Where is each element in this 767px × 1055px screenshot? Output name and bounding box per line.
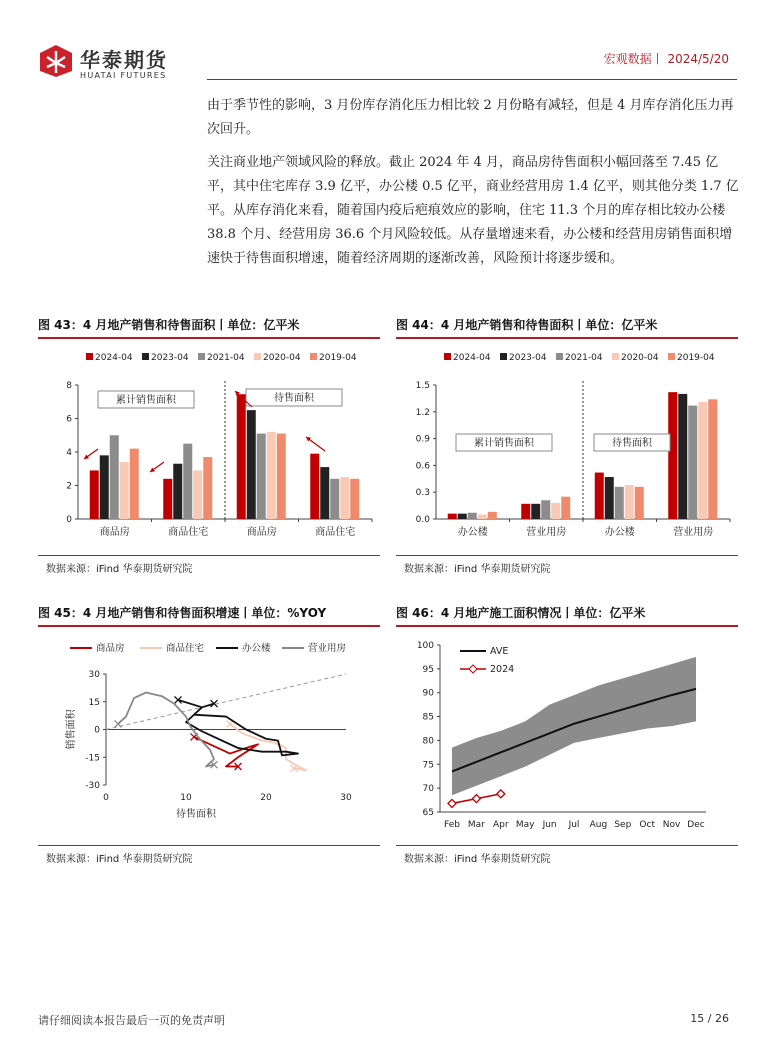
fig46-point-2024: [448, 799, 456, 807]
fig45-y-axis-label: 销售面积: [66, 709, 77, 750]
fig44-legend-swatch: [444, 353, 451, 360]
fig43-y-tick-label: 2: [66, 481, 72, 492]
header-rule: [207, 79, 737, 80]
fig45-reference-line: [106, 674, 346, 730]
fig46-top-rule: [396, 625, 738, 627]
fig45-y-tick-label: -15: [85, 753, 100, 764]
fig46-y-tick-label: 65: [422, 808, 434, 818]
fig45-y-tick-label: -30: [85, 781, 100, 791]
fig43-bar-2021-04: [330, 479, 339, 519]
fig44-bar-2024-04: [595, 473, 604, 519]
fig44-y-tick-label: 0.3: [415, 488, 430, 499]
fig43-trend-arrowhead: [84, 454, 89, 459]
fig45-x-tick-label: 20: [260, 793, 272, 803]
fig44-legend-label: 2020-04: [621, 353, 659, 363]
fig43-bar-2023-04: [173, 464, 182, 519]
fig44-legend-label: 2023-04: [509, 353, 547, 363]
fig44-bar-2020-04: [551, 503, 560, 519]
fig43-legend-label: 2023-04: [151, 353, 189, 363]
fig43-title: 图 43：4 月地产销售和待售面积丨单位：亿平米: [38, 318, 300, 332]
huatai-logo-icon: [38, 43, 74, 79]
fig45-chart: [38, 629, 380, 843]
paragraph-1: 由于季节性的影响，3 月份库存消化压力相比较 2 月份略有减轻，但是 4 月库存消化压力再次回升。: [207, 98, 734, 137]
fig44-bar-2020-04: [478, 515, 487, 519]
footer-page-number: 15 / 26: [690, 1012, 729, 1025]
fig44-bar-2021-04: [541, 500, 550, 519]
fig44-group-label: 累计销售面积: [474, 438, 534, 449]
fig43-legend-swatch: [310, 353, 317, 360]
fig46-x-tick-label: Oct: [639, 820, 655, 830]
fig45-legend-label: 商品住宅: [166, 643, 205, 654]
fig44-chart: [396, 341, 738, 553]
fig44-bar-2020-04: [698, 402, 707, 519]
fig44-bar-2023-04: [458, 514, 467, 519]
fig43-bar-2021-04: [183, 444, 192, 519]
fig43-y-tick-label: 8: [66, 381, 72, 391]
fig46-x-tick-label: Apr: [493, 820, 509, 830]
fig46-legend-label: AVE: [490, 646, 509, 657]
fig44-y-tick-label: 0.0: [415, 515, 430, 525]
fig43-y-tick-label: 4: [66, 448, 72, 458]
fig46-chart: [396, 629, 738, 843]
fig45-title: 图 45：4 月地产销售和待售面积增速丨单位：%YOY: [38, 606, 327, 620]
fig46-source: 数据来源：iFind 华泰期货研究院: [404, 854, 551, 865]
fig43-bar-2024-04: [237, 394, 246, 519]
fig44-y-tick-label: 0.6: [415, 461, 430, 472]
fig46-legend-label: 2024: [490, 664, 515, 675]
fig44-legend-label: 2019-04: [677, 353, 715, 363]
fig46-y-tick-label: 100: [416, 641, 434, 651]
fig45-bottom-rule: [38, 845, 380, 846]
fig44-bar-2024-04: [448, 514, 457, 519]
fig46-point-2024: [497, 790, 505, 798]
fig44-bar-2019-04: [635, 487, 644, 519]
header-meta: [604, 50, 729, 67]
fig43-bar-2024-04: [310, 454, 319, 519]
fig46-x-tick-label: Sep: [614, 820, 632, 830]
fig44-title: 图 44：4 月地产销售和待售面积丨单位：亿平米: [396, 318, 658, 332]
fig44-bar-2021-04: [688, 406, 697, 519]
fig43-bar-2021-04: [110, 435, 119, 519]
fig44-bar-2023-04: [605, 477, 614, 519]
fig44-group-label: 待售面积: [612, 438, 652, 449]
fig46-x-tick-label: Jun: [542, 820, 557, 830]
fig44-bar-2019-04: [488, 512, 497, 519]
fig43-source: 数据来源：iFind 华泰期货研究院: [46, 564, 193, 575]
fig44-x-tick-label: 办公楼: [457, 527, 488, 538]
fig44-x-tick-label: 营业用房: [673, 527, 714, 538]
fig44-legend-swatch: [612, 353, 619, 360]
fig46-y-tick-label: 80: [422, 736, 434, 747]
fig43-y-tick-label: 0: [66, 515, 72, 525]
fig44-source: 数据来源：iFind 华泰期货研究院: [404, 564, 551, 575]
fig43-bar-2020-04: [193, 470, 202, 519]
fig46-x-tick-label: Aug: [589, 820, 608, 830]
fig44-x-tick-label: 办公楼: [604, 527, 635, 538]
footer-disclaimer: 请仔细阅读本报告最后一页的免责声明: [38, 1014, 225, 1027]
fig44-legend-swatch: [668, 353, 675, 360]
fig45-y-tick-label: 0: [94, 725, 100, 736]
fig44-bar-2021-04: [615, 487, 624, 519]
fig43-bottom-rule: [38, 555, 380, 556]
fig46-y-tick-label: 90: [422, 688, 434, 699]
fig43-legend-swatch: [254, 353, 261, 360]
fig44-bar-2024-04: [521, 504, 530, 519]
fig44-bar-2019-04: [561, 497, 570, 519]
fig43-bar-2019-04: [130, 449, 139, 519]
fig45-legend-label: 营业用房: [308, 643, 347, 654]
fig43-bar-2019-04: [277, 434, 286, 519]
fig46-legend-marker: [469, 665, 477, 673]
fig44-bar-2023-04: [531, 504, 540, 519]
fig43-legend-label: 2019-04: [319, 353, 357, 363]
fig46-x-tick-label: Jul: [568, 820, 580, 830]
fig43-bar-2023-04: [247, 410, 256, 519]
fig43-group-label: 待售面积: [274, 393, 314, 404]
fig43-bar-2020-04: [120, 462, 129, 519]
fig43-group-label: 累计销售面积: [116, 395, 176, 406]
fig44-legend-label: 2021-04: [565, 353, 603, 363]
fig46-point-2024: [472, 795, 480, 803]
fig46-y-tick-label: 75: [422, 760, 434, 771]
fig45-legend-label: 办公楼: [242, 643, 271, 654]
fig46-y-tick-label: 85: [422, 712, 434, 723]
fig44-legend-label: 2024-04: [453, 353, 491, 363]
fig43-bar-2021-04: [257, 434, 266, 519]
fig43-bar-2024-04: [90, 470, 99, 519]
fig46-x-tick-label: Mar: [467, 820, 485, 830]
fig43-bar-2023-04: [320, 467, 329, 519]
fig46-x-tick-label: Dec: [687, 820, 705, 830]
fig45-top-rule: [38, 625, 380, 627]
fig44-x-tick-label: 营业用房: [526, 527, 567, 538]
fig43-x-tick-label: 商品住宅: [315, 527, 356, 538]
fig43-legend-swatch: [142, 353, 149, 360]
fig44-legend-swatch: [500, 353, 507, 360]
fig44-bar-2019-04: [708, 399, 717, 519]
fig44-top-rule: [396, 337, 738, 339]
fig46-range-band: [452, 657, 696, 795]
fig44-bar-2020-04: [625, 485, 634, 519]
fig44-bar-2021-04: [468, 513, 477, 519]
fig43-legend-swatch: [198, 353, 205, 360]
fig43-bar-2019-04: [350, 479, 359, 519]
fig43-bar-2020-04: [267, 432, 276, 519]
fig45-x-tick-label: 10: [180, 793, 192, 803]
fig43-legend-label: 2021-04: [207, 353, 245, 363]
fig46-x-tick-label: Feb: [444, 820, 460, 830]
fig46-x-tick-label: May: [515, 820, 535, 830]
fig43-chart: [38, 341, 380, 553]
company-name-cn: 华泰期货: [80, 48, 168, 72]
fig43-x-tick-label: 商品住宅: [168, 527, 209, 538]
fig45-x-axis-label: 待售面积: [176, 809, 216, 820]
fig44-y-tick-label: 0.9: [415, 434, 430, 445]
fig44-bar-2023-04: [678, 394, 687, 519]
fig45-y-tick-label: 15: [88, 697, 100, 708]
fig43-trend-arrowhead: [150, 467, 155, 472]
header-date: 2024/5/20: [667, 52, 729, 66]
fig45-series-商品房: [194, 737, 258, 767]
fig44-legend-swatch: [556, 353, 563, 360]
company-name-en: HUATAI FUTURES: [80, 71, 167, 80]
fig44-y-tick-label: 1.2: [415, 407, 430, 418]
fig43-bar-2024-04: [163, 479, 172, 519]
fig46-x-tick-label: Nov: [662, 820, 681, 830]
header-category: 宏观数据丨: [603, 52, 664, 66]
fig44-bar-2024-04: [668, 392, 677, 519]
paragraph-2: 关注商业地产领域风险的释放。截止 2024 年 4 月，商品房待售面积小幅回落至 7.45 亿平，其中住宅库存 3.9 亿平，办公楼 0.5 亿平，商业经营用房 1.4 亿平，则其他分类 1.7 亿平。从库存消化来看，随着国内疫后疤痕效应的影响，住宅 11.3 个月的库存相比较办公楼 38.8 个月、经营用房 36.6 个月风险较低。从存量增速来看，办公楼和经营用房销售面积增速快于待售面积增速，随着经济周期的逐渐改善，风险预计将逐步缓和。: [207, 155, 739, 266]
fig45-x-tick-label: 0: [103, 793, 109, 803]
fig46-y-tick-label: 70: [422, 784, 434, 795]
fig46-bottom-rule: [396, 845, 738, 846]
fig45-source: 数据来源：iFind 华泰期货研究院: [46, 854, 193, 865]
fig45-y-tick-label: 30: [88, 670, 100, 680]
fig43-bar-2020-04: [340, 477, 349, 519]
fig43-bar-2023-04: [100, 455, 109, 519]
fig45-legend-label: 商品房: [96, 643, 125, 654]
fig43-bar-2019-04: [203, 457, 212, 519]
fig43-legend-label: 2020-04: [263, 353, 301, 363]
fig43-top-rule: [38, 337, 380, 339]
fig44-y-tick-label: 1.5: [415, 381, 430, 391]
fig43-x-tick-label: 商品房: [246, 527, 277, 538]
fig45-series-marker: [115, 720, 122, 727]
fig46-title: 图 46：4 月地产施工面积情况丨单位：亿平米: [396, 606, 646, 620]
fig46-y-tick-label: 95: [422, 664, 434, 675]
fig43-x-tick-label: 商品房: [99, 527, 130, 538]
fig43-y-tick-label: 6: [66, 414, 72, 425]
fig43-trend-arrowhead: [306, 437, 311, 442]
fig44-bottom-rule: [396, 555, 738, 556]
fig45-x-tick-label: 30: [340, 793, 352, 803]
fig43-legend-label: 2024-04: [95, 353, 133, 363]
fig43-legend-swatch: [86, 353, 93, 360]
